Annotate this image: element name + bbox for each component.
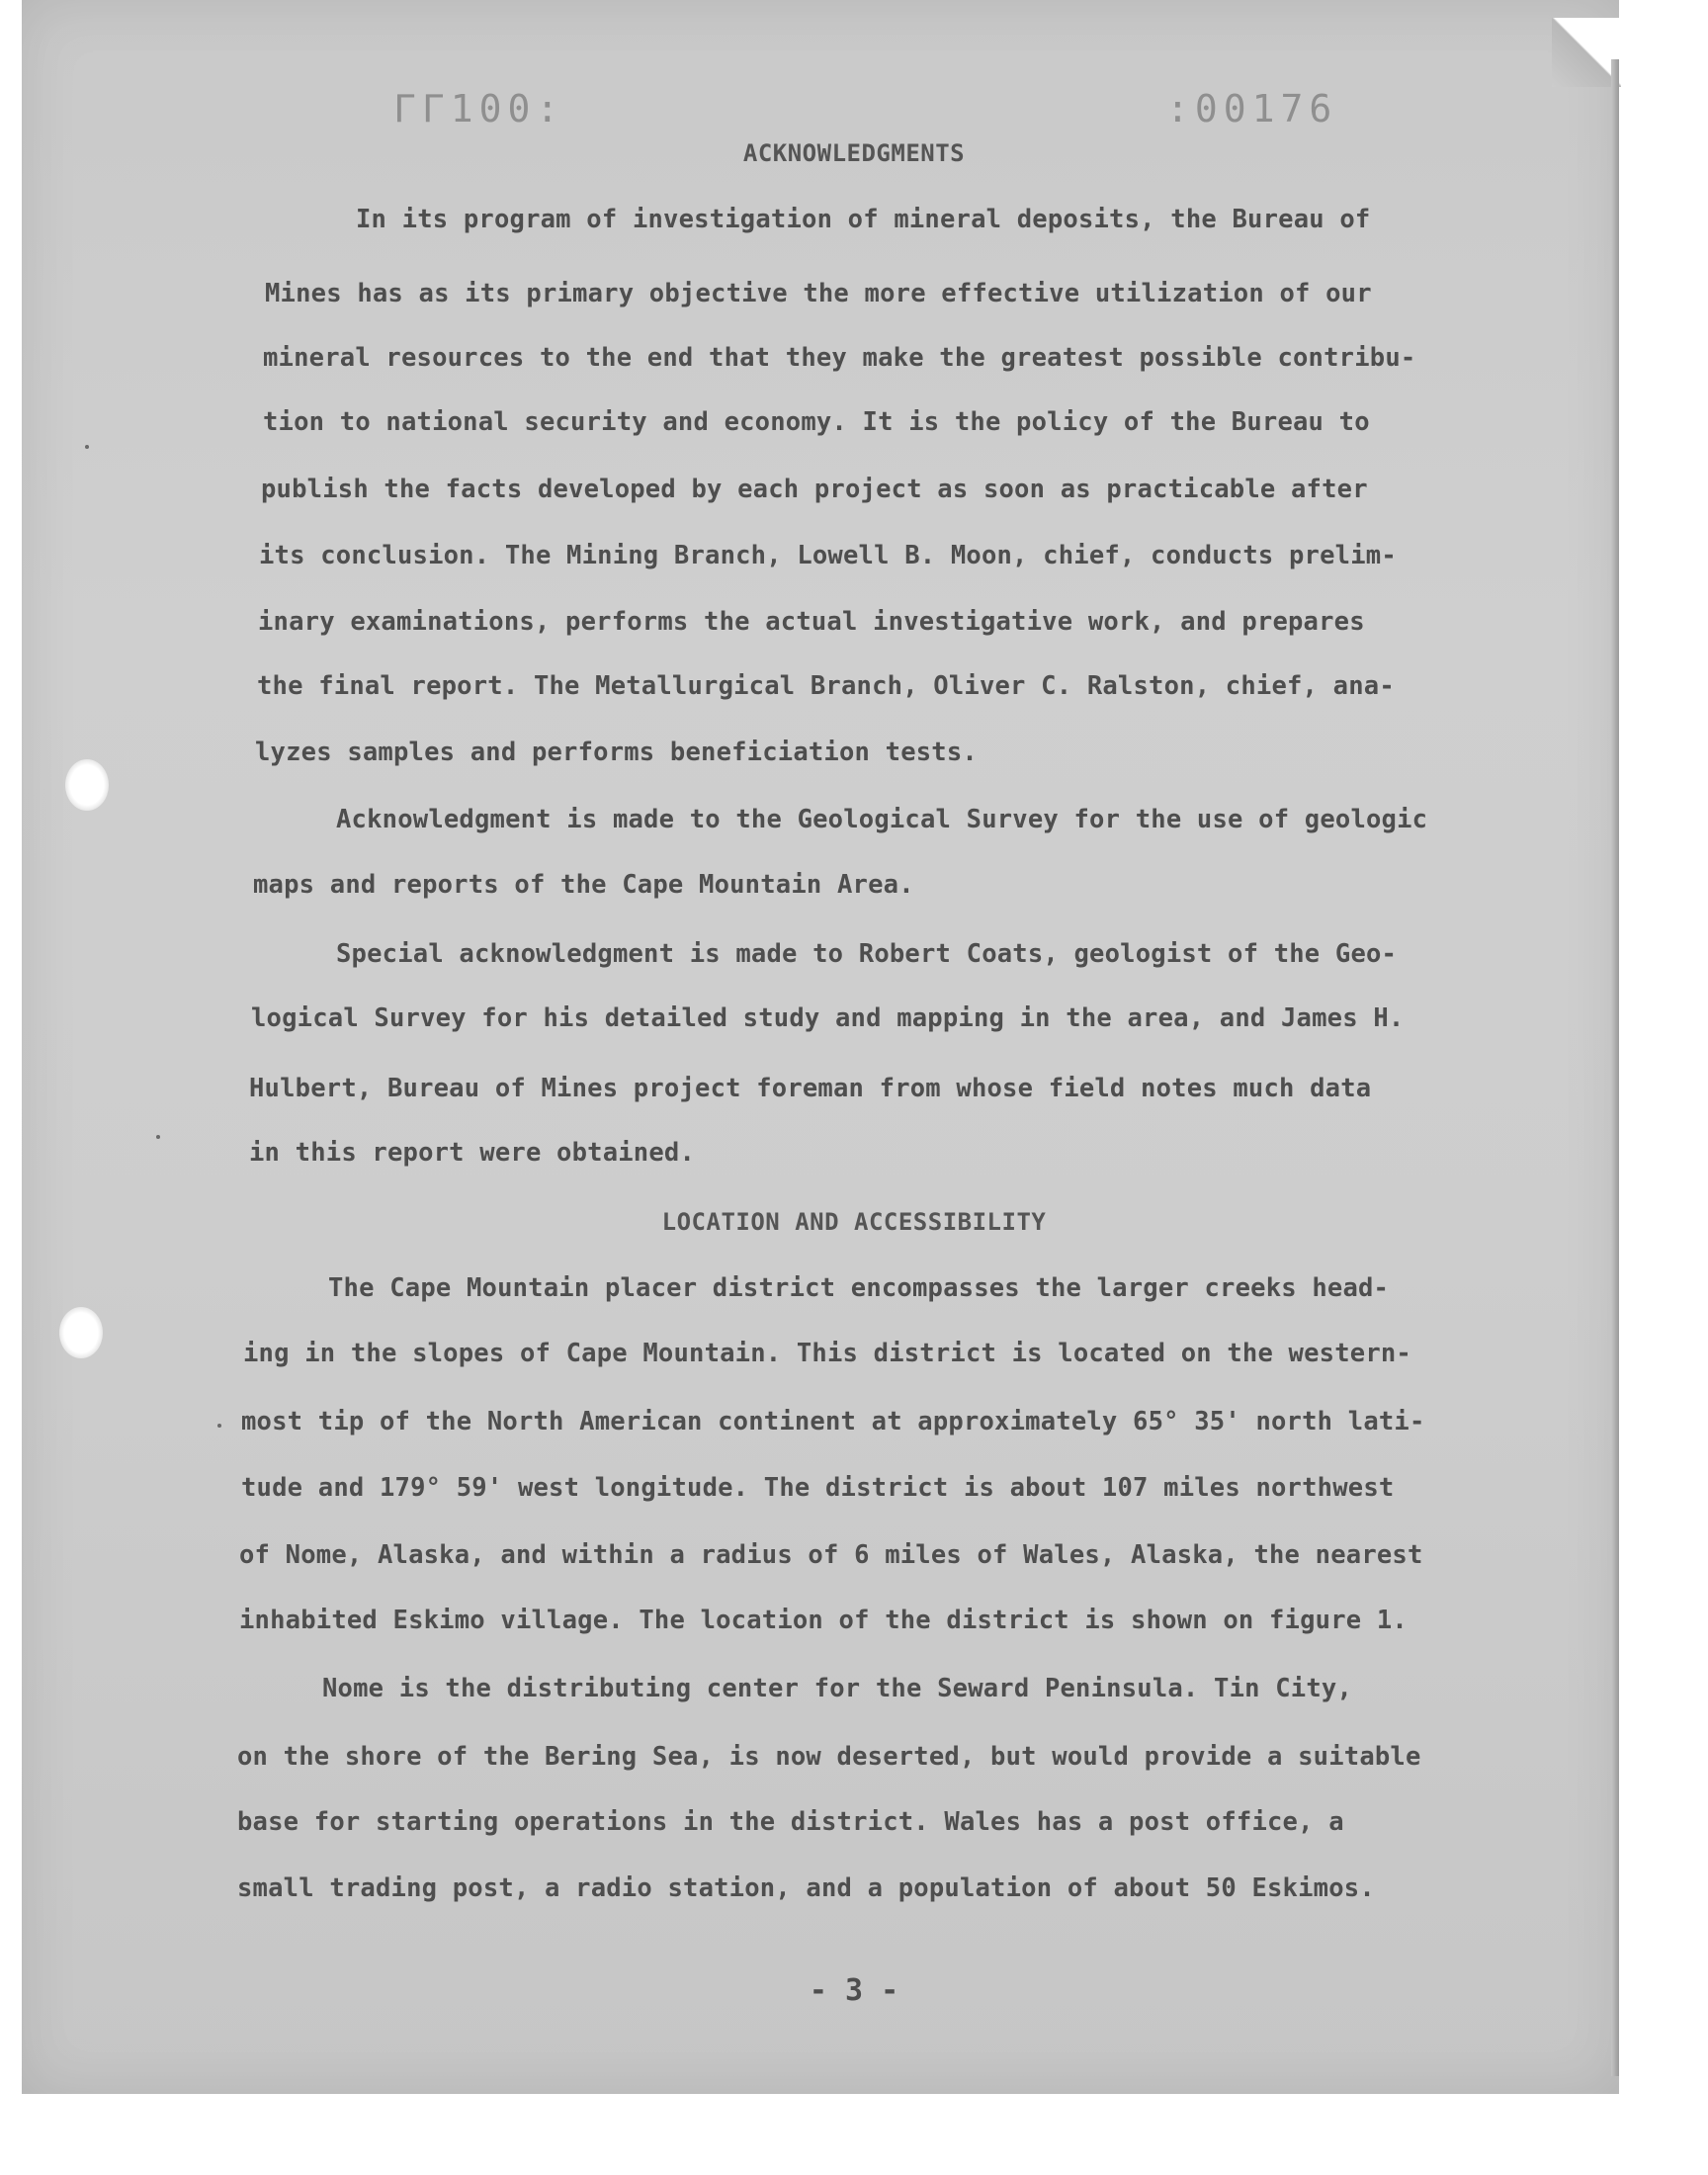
paragraph-line: the final report. The Metallurgical Branch, Oliver C. Ralston, chief, ana- [257, 671, 1395, 701]
document-stamp-right: :00176 [1166, 87, 1338, 130]
paragraph-line: Nome is the distributing center for the Seward Peninsula. Tin City, [322, 1674, 1353, 1703]
scan-speck [217, 1424, 221, 1428]
paragraph-line: of Nome, Alaska, and within a radius of 6 miles of Wales, Alaska, the nearest [239, 1540, 1423, 1570]
punch-hole-lower [59, 1307, 103, 1358]
paragraph-line: tion to national security and economy. It is the policy of the Bureau to [263, 407, 1370, 437]
paragraph-line: base for starting operations in the district. Wales has a post office, a [237, 1807, 1344, 1837]
paper-edge-shadow [1611, 59, 1619, 2076]
paragraph-line: on the shore of the Bering Sea, is now deserted, but would provide a suitable [237, 1742, 1421, 1772]
paragraph-line: Special acknowledgment is made to Robert Coats, geologist of the Geo- [336, 939, 1398, 969]
paragraph-line: In its program of investigation of mineral deposits, the Bureau of [356, 205, 1371, 234]
paragraph-line: mineral resources to the end that they make the greatest possible contribu- [263, 343, 1416, 373]
paragraph-line: Mines has as its primary objective the more effective utilization of our [265, 279, 1372, 308]
section-heading-acknowledgments: ACKNOWLEDGMENTS [742, 139, 966, 167]
document-stamp-left: ΓΓ100: [393, 87, 565, 130]
paragraph-line: in this report were obtained. [249, 1138, 696, 1168]
punch-hole-upper [65, 759, 109, 811]
paragraph-line: inary examinations, performs the actual investigative work, and prepares [258, 607, 1365, 637]
paragraph-line: tude and 179° 59' west longitude. The district is about 107 miles northwest [241, 1473, 1395, 1503]
paragraph-line: lyzes samples and performs beneficiation tests. [255, 738, 978, 767]
paragraph-line: small trading post, a radio station, and a population of about 50 Eskimos. [237, 1873, 1375, 1903]
paragraph-line: most tip of the North American continent at approximately 65° 35' north lati- [241, 1407, 1425, 1436]
paragraph-line: maps and reports of the Cape Mountain Area. [253, 870, 914, 900]
paragraph-line: Acknowledgment is made to the Geological Survey for the use of geologic [336, 805, 1428, 834]
paper-sheet [22, 0, 1619, 2094]
paragraph-line: Hulbert, Bureau of Mines project foreman from whose field notes much data [249, 1074, 1372, 1103]
scan-speck [85, 445, 89, 449]
scan-speck [156, 1135, 160, 1139]
paragraph-line: its conclusion. The Mining Branch, Lowell B. Moon, chief, conducts prelim- [259, 541, 1397, 570]
section-heading-location: LOCATION AND ACCESSIBILITY [661, 1208, 1047, 1236]
paragraph-line: logical Survey for his detailed study and mapping in the area, and James H. [251, 1003, 1405, 1033]
paragraph-line: inhabited Eskimo village. The location of the district is shown on figure 1. [239, 1606, 1408, 1635]
paragraph-line: publish the facts developed by each project as soon as practicable after [261, 475, 1368, 504]
page-number: - 3 - [809, 1973, 899, 2008]
paragraph-line: The Cape Mountain placer district encompasses the larger creeks head- [328, 1273, 1390, 1303]
paragraph-line: ing in the slopes of Cape Mountain. This district is located on the western- [243, 1339, 1411, 1368]
